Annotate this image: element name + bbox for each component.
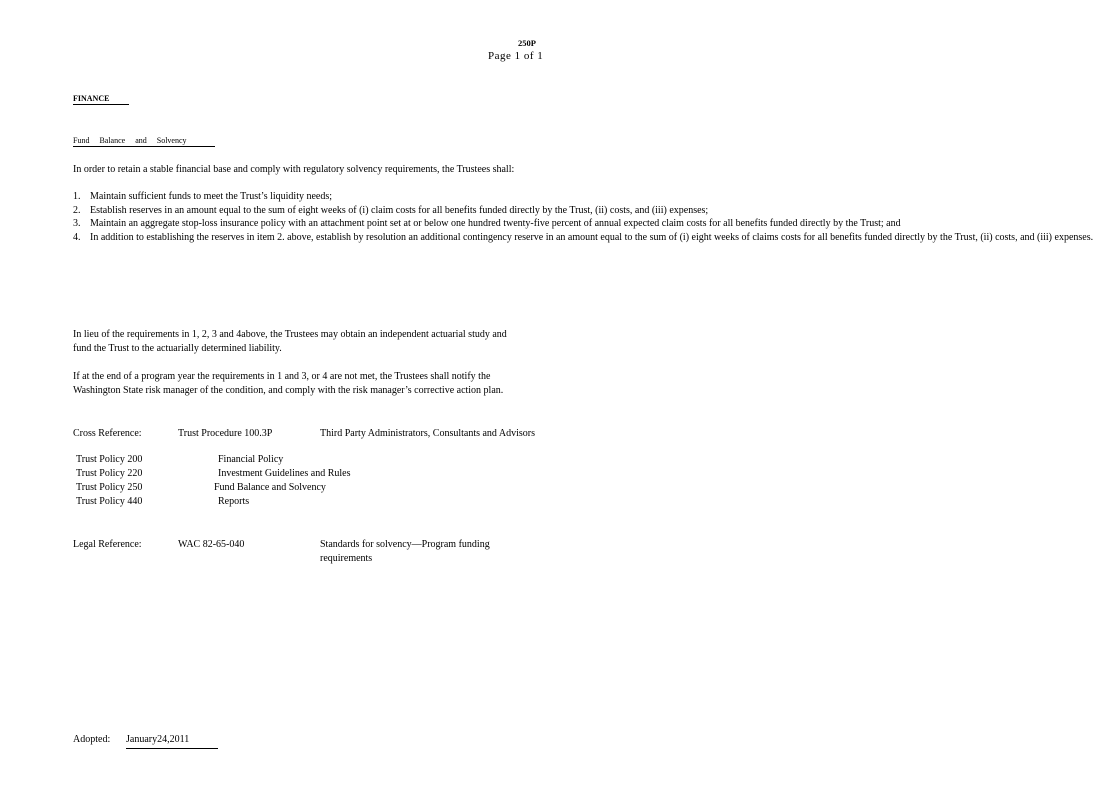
item-number: 3. [73, 218, 81, 229]
policy-ref-number: Trust Policy 220 [76, 468, 143, 479]
policy-ref-title: Fund Balance and Solvency [214, 482, 326, 493]
cross-reference-procedure-title: Third Party Administrators, Consultants and Advisors [320, 428, 535, 439]
cross-reference-label: Cross Reference: [73, 428, 142, 439]
section-title: FINANCE [73, 94, 129, 105]
adopted-date: January24,2011 [126, 733, 218, 749]
legal-reference-label: Legal Reference: [73, 539, 142, 550]
policy-ref-title: Investment Guidelines and Rules [218, 468, 351, 479]
policy-ref-number: Trust Policy 440 [76, 496, 143, 507]
item-text: Establish reserves in an amount equal to the sum of eight weeks of (i) claim costs for all benefits funded directly by the Trust, (ii) costs, and (iii) expenses; [90, 204, 709, 216]
legal-reference-title: Standards for solvency—Program funding requirements [320, 539, 490, 564]
policy-ref-number: Trust Policy 200 [76, 454, 143, 465]
lieu-text: In lieu of the requirements in 1, 2, 3 and 4above, the Trustees may obtain an independent actuarial study and fund the Trust to the actuarially determined liability. [73, 329, 507, 354]
subsection-title: Fund Balance and Solvency [73, 136, 215, 147]
item-number: 4. [73, 231, 81, 243]
intro-paragraph [73, 163, 538, 177]
policy-ref-number: Trust Policy 250 [76, 482, 143, 493]
intro-text: In order to retain a stable financial base and comply with regulatory solvency requirements, the Trustees shall: [73, 164, 515, 175]
policy-number: 250P [518, 38, 536, 48]
end-text: If at the end of a program year the requirements in 1 and 3, or 4 are not met, the Trustees shall notify the Washington State risk manager of the condition, and comply with the risk manager’s corrective action plan. [73, 371, 504, 396]
policy-ref-title: Financial Policy [218, 454, 284, 465]
list-item [73, 217, 901, 231]
list-item [73, 231, 1093, 245]
adopted-label: Adopted: [73, 734, 111, 745]
item-text: Maintain sufficient funds to meet the Trust’s liquidity needs; [90, 191, 333, 202]
item-text: In addition to establishing the reserves in item 2. above, establish by resolution an additional contingency reserve in an amount equal to the sum of (i) eight weeks of claims costs for all benefits funded directly by the Trust, (ii) costs, and (iii) expenses. [90, 231, 1093, 243]
item-text: Maintain an aggregate stop-loss insurance policy with an attachment point set at or below one hundred twenty-five percent of annual expected claim costs for all benefits funded directly by the Trust; and [90, 218, 901, 229]
list-item [73, 204, 709, 218]
item-number: 1. [73, 191, 81, 202]
item-number: 2. [73, 204, 81, 216]
legal-reference-wac: WAC 82-65-040 [178, 539, 245, 550]
page-indicator: Page 1 of 1 [488, 50, 544, 62]
cross-reference-procedure: Trust Procedure 100.3P [178, 428, 273, 439]
requirements-list [73, 190, 1093, 244]
list-item [73, 190, 543, 204]
lieu-paragraph [73, 328, 513, 355]
policy-ref-title: Reports [218, 496, 250, 507]
end-paragraph [73, 370, 533, 397]
